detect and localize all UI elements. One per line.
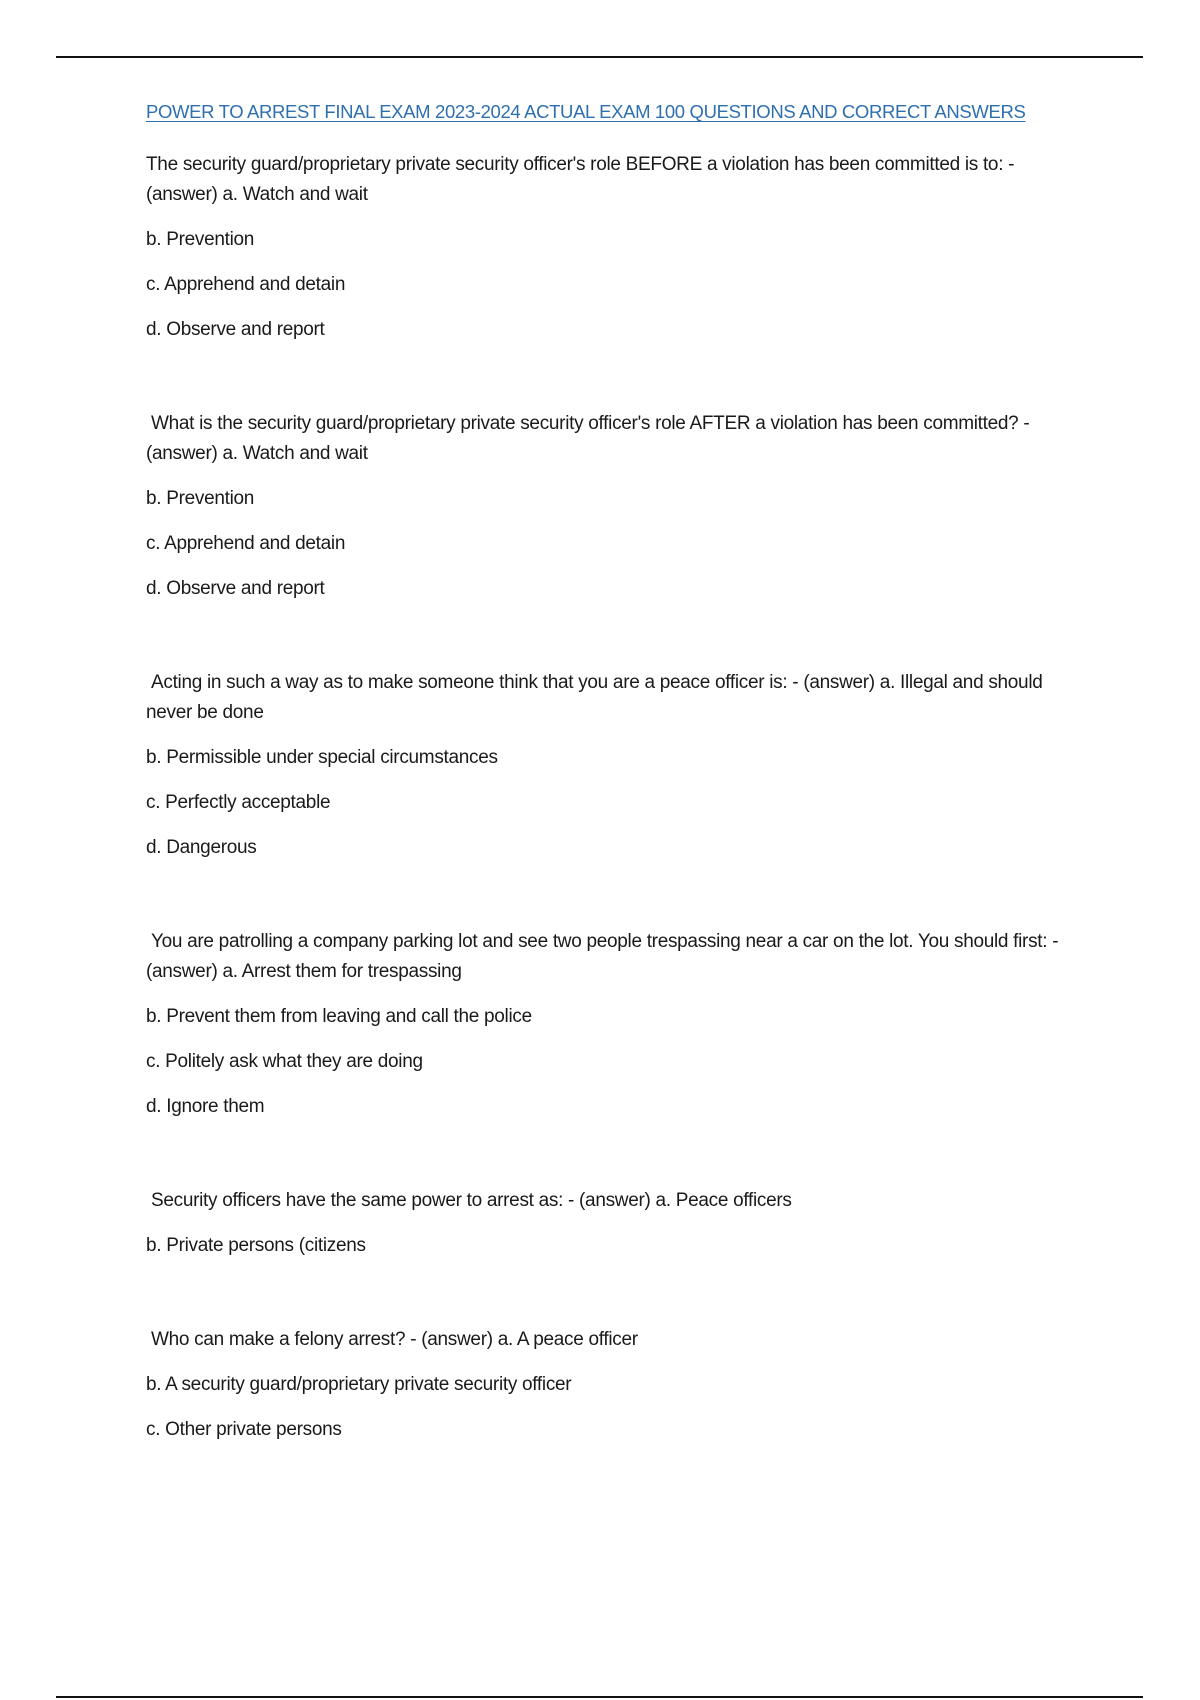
question-item bbox=[146, 150, 1086, 345]
question-text: Security officers have the same power to arrest as: - (answer) a. Peace officers bbox=[151, 1190, 792, 1211]
answer-option: d. Ignore them bbox=[146, 1096, 265, 1117]
answer-option: d. Observe and report bbox=[146, 319, 325, 340]
question-item bbox=[146, 1186, 1086, 1261]
question-text: What is the security guard/proprietary private security officer's role AFTER a violation has been committed? - (answer) a. Watch and wait bbox=[146, 413, 1030, 464]
answer-option: b. Prevention bbox=[146, 229, 255, 250]
question-text: You are patrolling a company parking lot and see two people trespassing near a car on the lot. You should first: - (answer) a. Arrest them for trespassing bbox=[146, 931, 1059, 982]
question-text: Acting in such a way as to make someone think that you are a peace officer is: - (answer) a. Illegal and should never be done bbox=[146, 672, 1043, 723]
answer-option: c. Apprehend and detain bbox=[146, 274, 346, 295]
answer-option: c. Politely ask what they are doing bbox=[146, 1051, 423, 1072]
answer-option: c. Apprehend and detain bbox=[146, 533, 346, 554]
document-body bbox=[146, 98, 1086, 1445]
question-item bbox=[146, 409, 1086, 604]
question-text: The security guard/proprietary private security officer's role BEFORE a violation has been committed is to: - (answer) a. Watch and wait bbox=[146, 154, 1015, 205]
answer-option: b. Private persons (citizens bbox=[146, 1235, 366, 1256]
question-item bbox=[146, 927, 1086, 1122]
answer-option: b. Prevent them from leaving and call the police bbox=[146, 1006, 532, 1027]
bottom-rule bbox=[56, 1696, 1143, 1698]
top-rule bbox=[56, 56, 1143, 58]
answer-option: c. Other private persons bbox=[146, 1419, 342, 1440]
question-text: Who can make a felony arrest? - (answer) a. A peace officer bbox=[151, 1329, 638, 1350]
answer-option: b. Prevention bbox=[146, 488, 255, 509]
question-item bbox=[146, 668, 1086, 863]
answer-option: c. Perfectly acceptable bbox=[146, 792, 331, 813]
answer-option: b. A security guard/proprietary private security officer bbox=[146, 1374, 572, 1395]
answer-option: b. Permissible under special circumstances bbox=[146, 747, 498, 768]
answer-option: d. Observe and report bbox=[146, 578, 325, 599]
answer-option: d. Dangerous bbox=[146, 837, 257, 858]
document-title[interactable]: POWER TO ARREST FINAL EXAM 2023-2024 ACTUAL EXAM 100 QUESTIONS AND CORRECT ANSWERS bbox=[146, 101, 1026, 122]
question-item bbox=[146, 1325, 1086, 1445]
